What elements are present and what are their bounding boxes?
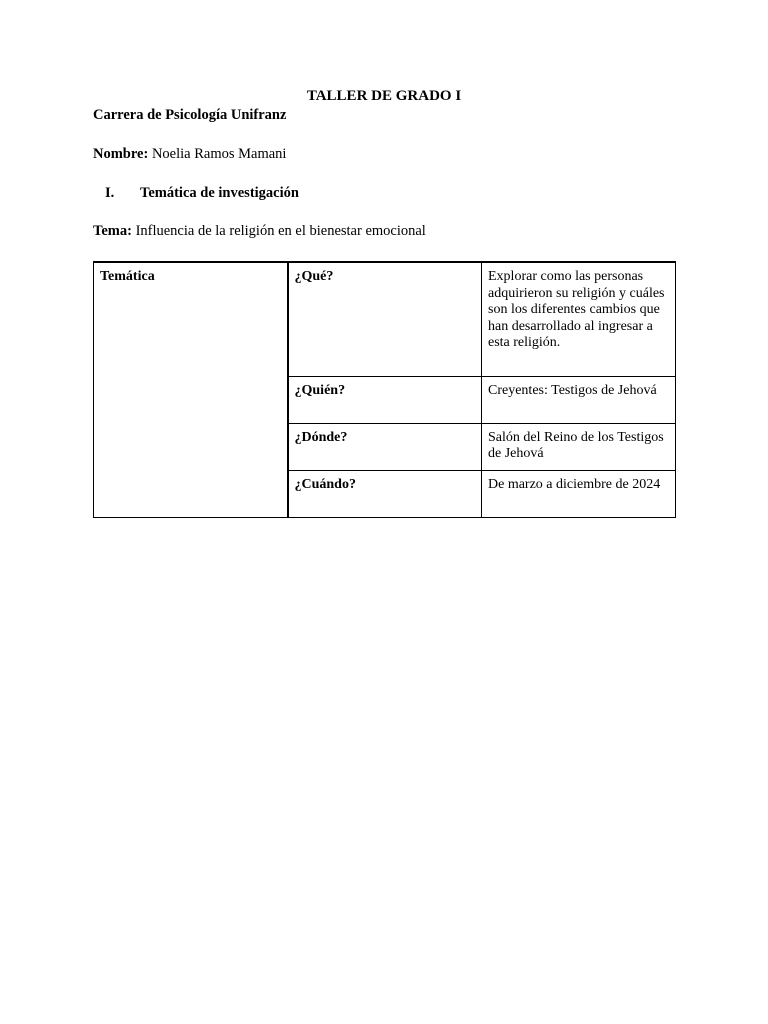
name-value: Noelia Ramos Mamani: [148, 146, 287, 162]
career-line: Carrera de Psicología Unifranz: [93, 107, 287, 123]
name-line: [93, 145, 286, 163]
research-table: [93, 261, 676, 518]
question-cell: ¿Qué?: [288, 262, 482, 376]
section-title: Temática de investigación: [140, 185, 299, 201]
name-label: Nombre:: [93, 146, 149, 162]
topic-label: Tema:: [93, 223, 132, 239]
document-title: TALLER DE GRADO I: [306, 88, 462, 104]
answer-cell: Creyentes: Testigos de Jehová: [482, 376, 676, 423]
question-cell: ¿Quién?: [288, 376, 482, 423]
topic-value: Influencia de la religión en el bienestar emocional: [131, 223, 426, 239]
tematica-cell: Temática: [94, 262, 288, 517]
answer-cell: Explorar como las personas adquirieron su religión y cuáles son los diferentes cambios que han desarrollado al ingresar a esta religión.: [482, 262, 676, 376]
question-cell: ¿Cuándo?: [288, 470, 482, 517]
answer-cell: De marzo a diciembre de 2024: [482, 470, 676, 517]
topic-line: [93, 222, 426, 240]
section-number: I.: [105, 185, 115, 201]
question-cell: ¿Dónde?: [288, 423, 482, 470]
table-row: [94, 262, 676, 376]
answer-cell: Salón del Reino de los Testigos de Jehová: [482, 423, 676, 470]
